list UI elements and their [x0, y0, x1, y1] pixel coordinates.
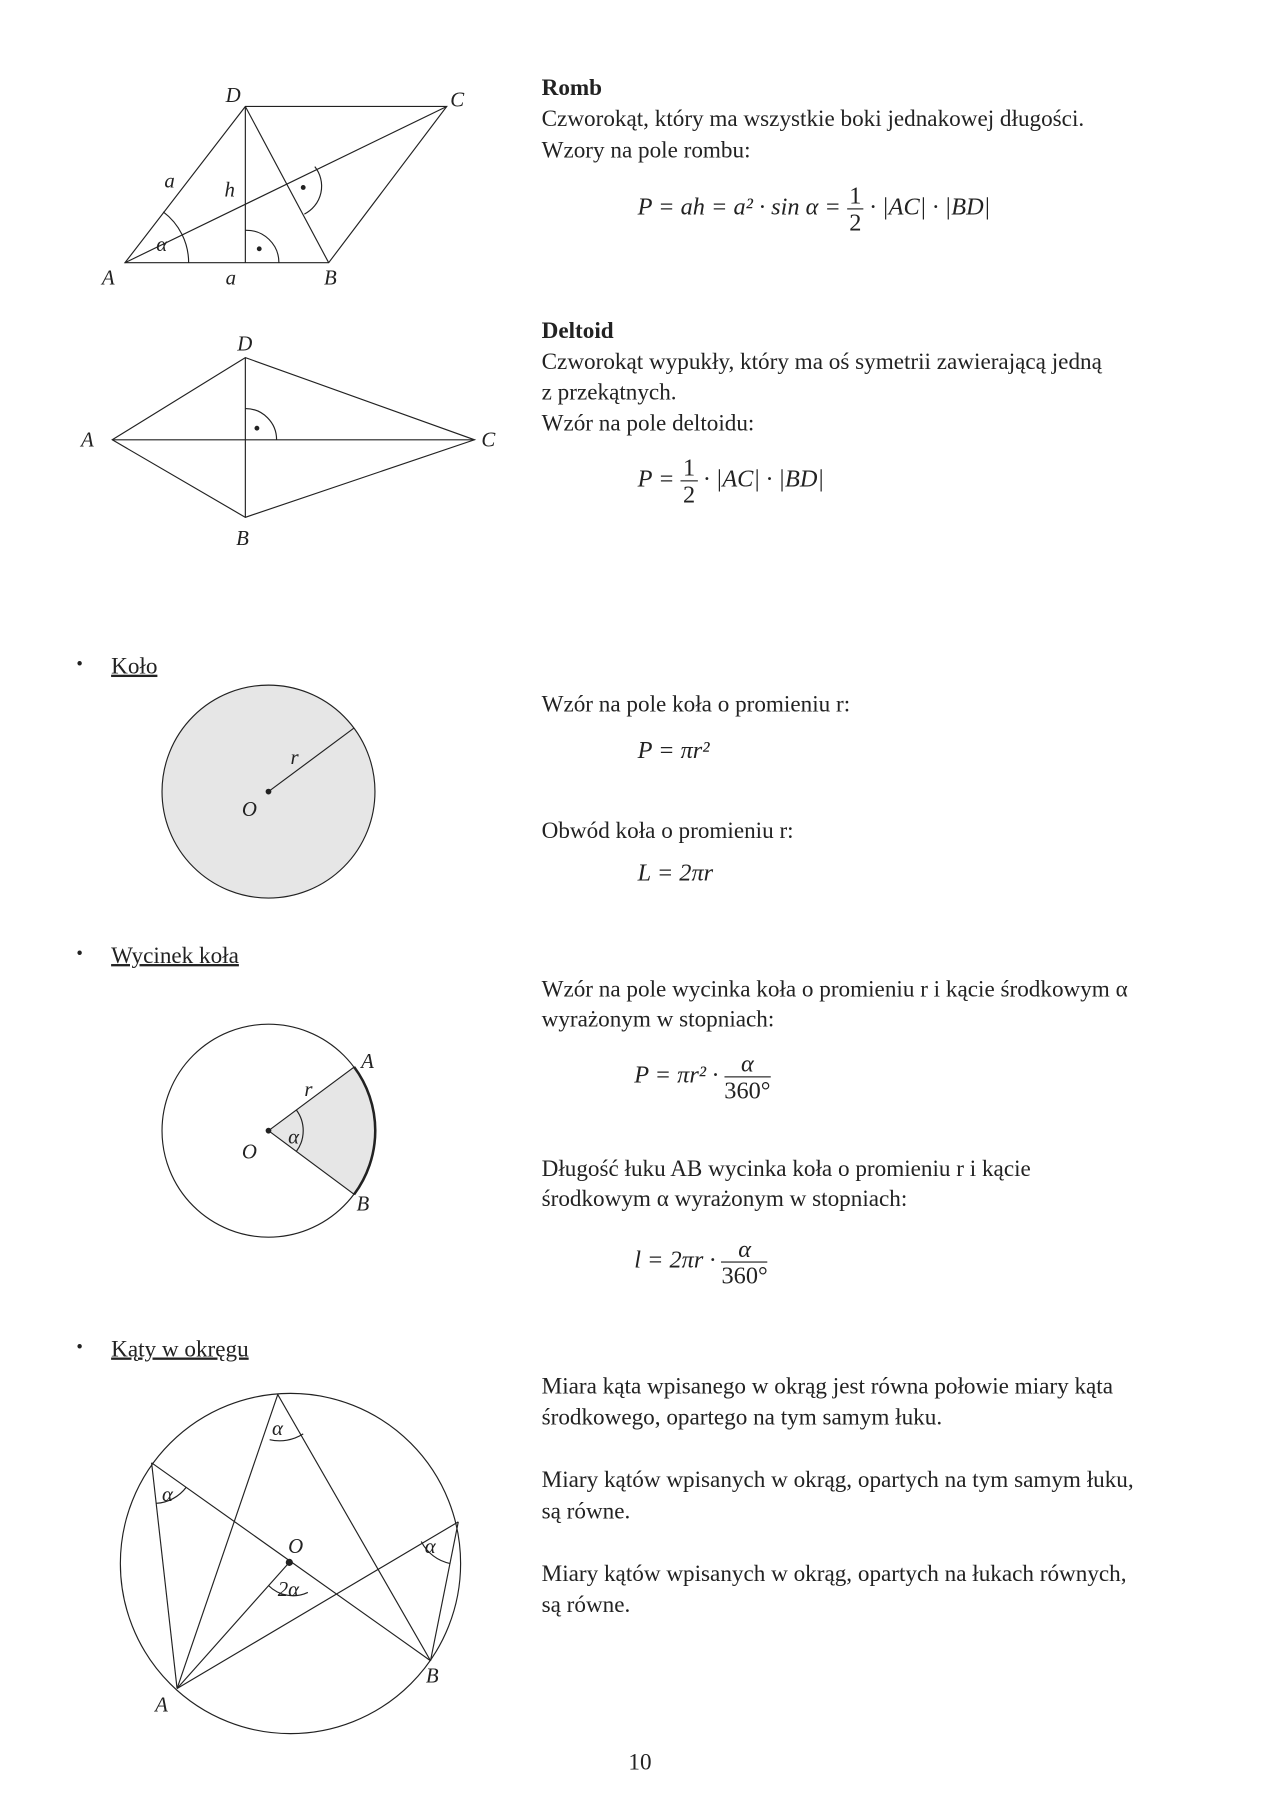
label-alpha-right: α — [424, 1534, 436, 1559]
katy-p3-line2: są równe. — [541, 1592, 631, 1618]
label-D: D — [225, 82, 241, 107]
bullet: • — [76, 944, 83, 965]
label-A: A — [361, 1049, 374, 1074]
deltoid-definition-2: z przekątnych. — [541, 379, 677, 406]
label-h: h — [224, 177, 235, 202]
label-B: B — [356, 1191, 370, 1216]
rhombus-figure — [100, 83, 465, 290]
katy-p1-line2: środkowego, opartego na tym samym łuku. — [541, 1404, 943, 1431]
label-a-base: a — [225, 265, 237, 290]
kolo-title: Koło — [111, 653, 158, 680]
katy-p1-line1: Miara kąta wpisanego w okrąg jest równa połowie miary kąta — [541, 1373, 1114, 1400]
label-A: A — [101, 265, 115, 290]
label-a-side: a — [164, 168, 175, 193]
katy-title: Kąty w okręgu — [111, 1336, 249, 1363]
katy-p2-line2: są równe. — [541, 1498, 631, 1525]
label-O: O — [241, 796, 257, 821]
label-B: B — [236, 526, 249, 551]
wycinek-arc-text-1: Długość łuku AB wycinka koła o promieniu r i kącie — [541, 1156, 1031, 1182]
wycinek-area-formula: P = πr² · $\frac{\alpha}{360^\circ}$ — [634, 1049, 771, 1105]
sector-figure — [162, 1024, 375, 1237]
romb-title: Romb — [541, 75, 603, 101]
bullet: • — [76, 655, 83, 675]
kolo-perimeter-formula: L = 2πr — [637, 858, 714, 887]
label-O: O — [288, 1534, 304, 1559]
wycinek-title: Wycinek koła — [111, 943, 239, 969]
label-C: C — [450, 87, 465, 112]
label-A: A — [155, 1692, 168, 1717]
katy-p3-line1: Miary kątów wpisanych w okrąg, opartych na łukach równych, — [541, 1561, 1127, 1587]
wycinek-arc-text-2: środkowym α wyrażonym w stopniach: — [541, 1186, 908, 1212]
wycinek-arc-formula: l = 2πr · $\frac{\alpha}{360^\circ}$ — [634, 1234, 768, 1290]
label-alpha: α — [288, 1124, 300, 1149]
bullet: • — [76, 1337, 83, 1358]
wycinek-area-text-2: wyrażonym w stopniach: — [541, 1006, 775, 1033]
label-alpha: α — [156, 232, 168, 257]
deltoid-formula: P = $\frac{1}{2}$ · |AC| · |BD| — [637, 453, 825, 509]
circle-figure — [162, 685, 375, 898]
label-2alpha: 2α — [277, 1576, 300, 1601]
label-alpha-left: α — [162, 1482, 173, 1507]
deltoid-title: Deltoid — [541, 318, 614, 344]
deltoid-definition-1: Czworokąt wypukły, który ma oś symetrii zawierającą jedną — [541, 349, 1102, 375]
kolo-area-text: Wzór na pole koła o promieniu r: — [541, 692, 851, 718]
label-B: B — [425, 1663, 439, 1688]
page-number: 10 — [628, 1749, 652, 1776]
label-B: B — [324, 265, 337, 290]
label-C: C — [481, 427, 496, 452]
deltoid-figure — [79, 332, 496, 550]
label-r: r — [304, 1076, 313, 1101]
romb-formula: P = ah = a² · sin α = $\frac{1}{2}$ · |AC| · |BD| — [637, 181, 991, 237]
label-r: r — [290, 744, 299, 769]
katy-p2-line1: Miary kątów wpisanych w okrąg, opartych na tym samym łuku, — [541, 1467, 1134, 1493]
deltoid-formula-intro: Wzór na pole deltoidu: — [541, 410, 755, 437]
label-alpha-top: α — [271, 1416, 283, 1441]
label-D: D — [237, 331, 253, 356]
romb-formula-intro: Wzory na pole rombu: — [541, 137, 751, 164]
romb-definition: Czworokąt, który ma wszystkie boki jednakowej długości. — [541, 106, 1085, 132]
inscribed-angles-figure — [120, 1393, 460, 1733]
label-A: A — [81, 427, 94, 452]
kolo-area-formula: P = πr² — [637, 736, 710, 764]
wycinek-area-text-1: Wzór na pole wycinka koła o promieniu r i kącie środkowym α — [541, 976, 1128, 1003]
label-O: O — [241, 1139, 257, 1164]
kolo-perimeter-text: Obwód koła o promieniu r: — [541, 818, 794, 844]
